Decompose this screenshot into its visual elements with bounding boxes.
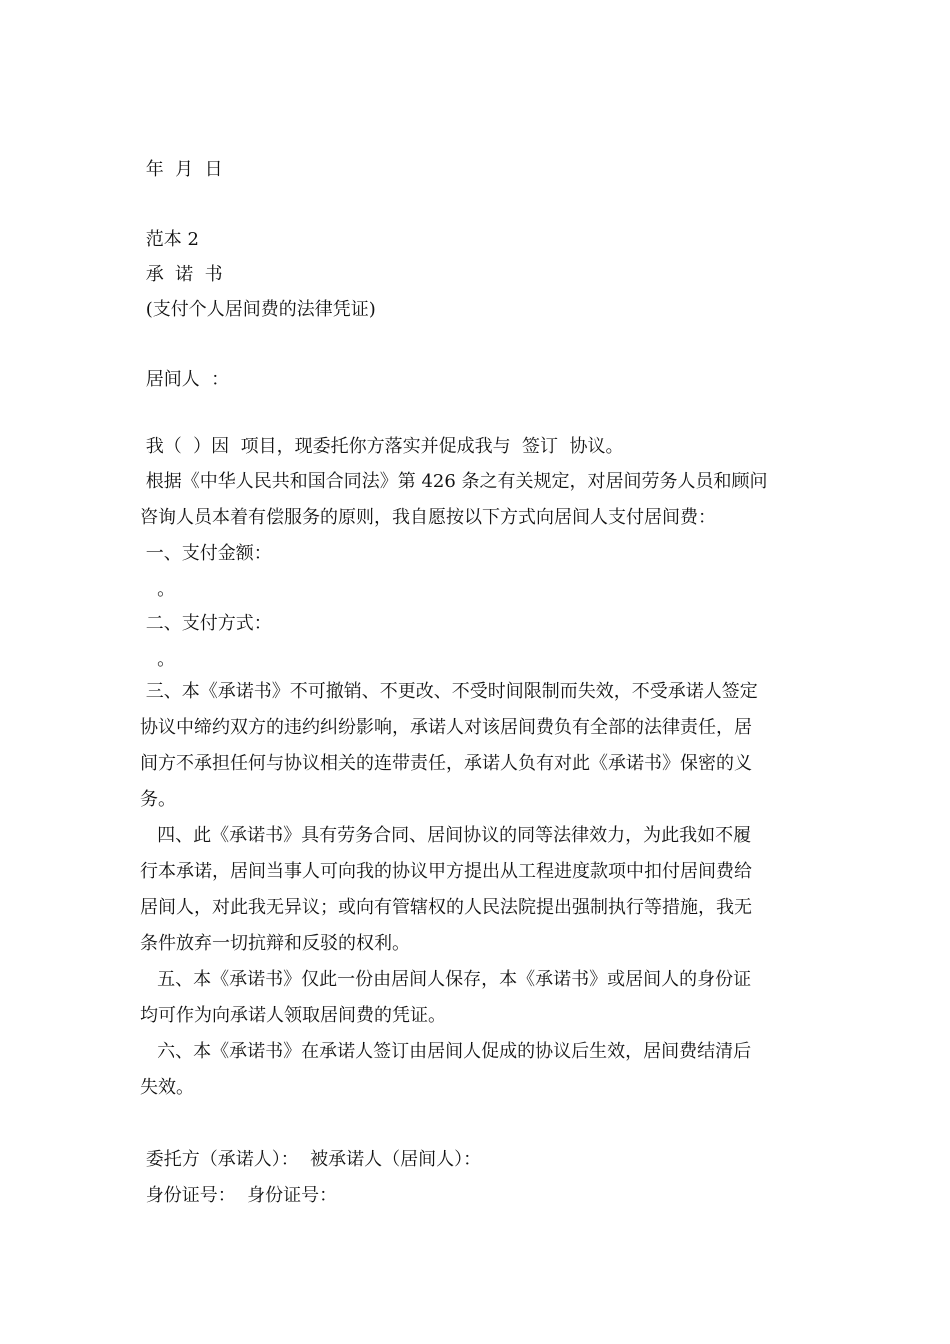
id-number-fields: 身份证号： 身份证号： — [140, 1185, 338, 1206]
item1-value: 。 — [140, 579, 176, 600]
item5-line-1: 五、本《承诺书》仅此一份由居间人保存，本《承诺书》或居间人的身份证 — [140, 969, 752, 990]
item4-line-1: 四、此《承诺书》具有劳务合同、居间协议的同等法律效力，为此我如不履 — [140, 825, 752, 846]
document-subtitle: (支付个人居间费的法律凭证) — [140, 299, 376, 320]
item3-line-2: 协议中缔约双方的违约纠纷影响，承诺人对该居间费负有全部的法律责任，居 — [140, 717, 752, 738]
item6-line-2: 失效。 — [140, 1077, 194, 1098]
sample-label: 范本 2 — [140, 229, 199, 250]
basis-line-2: 咨询人员本着有偿服务的原则，我自愿按以下方式向居间人支付居间费： — [140, 507, 716, 528]
item1-label: 一、支付金额： — [140, 543, 272, 564]
intro-paragraph: 我（ ）因 项目，现委托你方落实并促成我与 签订 协议。 — [140, 436, 624, 457]
item4-line-4: 条件放弃一切抗辩和反驳的权利。 — [140, 933, 410, 954]
date-line: 年 月 日 — [140, 159, 223, 180]
item2-label: 二、支付方式： — [140, 613, 272, 634]
item4-line-2: 行本承诺，居间当事人可向我的协议甲方提出从工程进度款项中扣付居间费给 — [140, 861, 752, 882]
item3-line-4: 务。 — [140, 789, 176, 810]
signature-parties: 委托方（承诺人）： 被承诺人（居间人）： — [140, 1149, 482, 1170]
document-title: 承 诺 书 — [140, 264, 223, 285]
item6-line-1: 六、本《承诺书》在承诺人签订由居间人促成的协议后生效，居间费结清后 — [140, 1041, 752, 1062]
item5-line-2: 均可作为向承诺人领取居间费的凭证。 — [140, 1005, 446, 1026]
basis-line-1: 根据《中华人民共和国合同法》第 426 条之有关规定，对居间劳务人员和顾问 — [140, 471, 768, 492]
item3-line-3: 间方不承担任何与协议相关的连带责任，承诺人负有对此《承诺书》保密的义 — [140, 753, 752, 774]
item2-value: 。 — [140, 649, 176, 670]
item4-line-3: 居间人，对此我无异议；或向有管辖权的人民法院提出强制执行等措施，我无 — [140, 897, 752, 918]
addressee-line: 居间人 ： — [140, 369, 230, 390]
item3-line-1: 三、本《承诺书》不可撤销、不更改、不受时间限制而失效，不受承诺人签定 — [140, 681, 758, 702]
